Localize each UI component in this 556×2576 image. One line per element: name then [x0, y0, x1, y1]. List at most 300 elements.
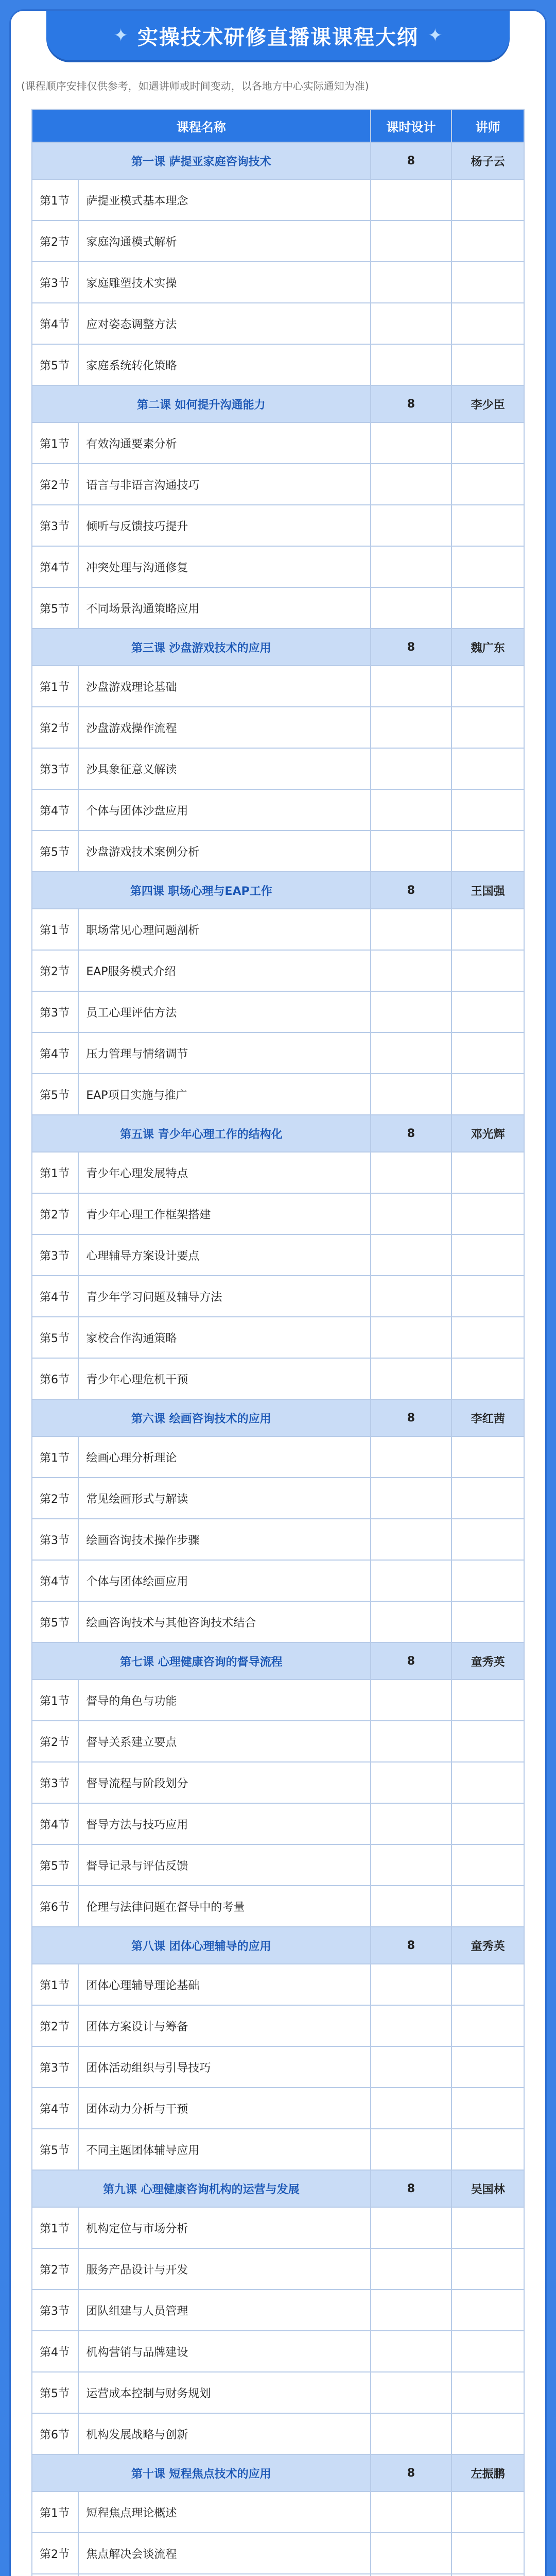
section-row: [32, 1234, 524, 1276]
section-hours-empty: [371, 1964, 452, 2005]
section-row: [32, 2207, 524, 2248]
section-teacher-empty: [451, 909, 524, 950]
schedule-note: (课程顺序安排仅供参考，如遇讲师或时间变动，以各地方中心实际通知为准): [21, 79, 369, 92]
section-hours-empty: [371, 2129, 452, 2170]
section-hours-empty: [371, 1886, 452, 1927]
section-row: [32, 2331, 524, 2372]
section-row: [32, 546, 524, 587]
section-hours-empty: [371, 1193, 452, 1234]
section-hours-empty: [371, 221, 452, 262]
lesson-teacher: 童秀英: [451, 1642, 524, 1680]
section-teacher-empty: [451, 2290, 524, 2331]
section-name: 绘画咨询技术与其他咨询技术结合: [78, 1601, 370, 1642]
section-name: 绘画咨询技术操作步骤: [78, 1519, 370, 1560]
section-teacher-empty: [451, 1193, 524, 1234]
section-hours-empty: [371, 1560, 452, 1601]
table-header-row: [32, 109, 524, 142]
section-row: [32, 221, 524, 262]
section-row: [32, 1762, 524, 1803]
section-teacher-empty: [451, 1803, 524, 1844]
section-row: [32, 1436, 524, 1478]
section-number: 第3节: [32, 262, 78, 303]
lesson-title: 第一课 萨提亚家庭咨询技术: [32, 142, 371, 179]
section-row: [32, 1560, 524, 1601]
section-hours-empty: [371, 1519, 452, 1560]
section-number: 第3节: [32, 2046, 78, 2088]
section-hours-empty: [371, 2413, 452, 2454]
section-number: [32, 2574, 78, 2576]
section-number: 第1节: [32, 666, 78, 707]
title-banner: [46, 11, 510, 60]
section-teacher-empty: [451, 1964, 524, 2005]
section-hours-empty: [371, 1152, 452, 1193]
lesson-title: 第七课 心理健康咨询的督导流程: [32, 1642, 371, 1680]
section-teacher-empty: [451, 1680, 524, 1721]
lesson-hours: 8: [371, 1399, 452, 1436]
section-number: 第4节: [32, 1560, 78, 1601]
section-number: 第1节: [32, 1436, 78, 1478]
lesson-row: [32, 1399, 524, 1436]
section-row: [32, 2005, 524, 2046]
section-teacher-empty: [451, 748, 524, 789]
section-row: [32, 1317, 524, 1358]
section-name: 常见绘画形式与解读: [78, 1478, 370, 1519]
section-number: 第2节: [32, 1478, 78, 1519]
section-row: [32, 505, 524, 546]
section-hours-empty: [371, 1680, 452, 1721]
section-teacher-empty: [451, 179, 524, 221]
lesson-title: 第五课 青少年心理工作的结构化: [32, 1115, 371, 1152]
section-name: 督导关系建立要点: [78, 1721, 370, 1762]
section-row: [32, 2046, 524, 2088]
section-row: [32, 831, 524, 872]
lesson-row: [32, 2170, 524, 2207]
lesson-title: 第二课 如何提升沟通能力: [32, 385, 371, 422]
section-row: [32, 1721, 524, 1762]
section-number: 第2节: [32, 464, 78, 505]
lesson-teacher: 吴国林: [451, 2170, 524, 2207]
section-name: 家校合作沟通策略: [78, 1317, 370, 1358]
section-number: 第1节: [32, 2207, 78, 2248]
section-teacher-empty: [451, 1519, 524, 1560]
section-row: [32, 1074, 524, 1115]
section-number: 第2节: [32, 221, 78, 262]
lesson-teacher: 邓光辉: [451, 1115, 524, 1152]
section-teacher-empty: [451, 2046, 524, 2088]
section-hours-empty: [371, 2372, 452, 2413]
section-name: 绘画心理分析理论: [78, 1436, 370, 1478]
section-row: [32, 1358, 524, 1399]
section-hours-empty: [371, 831, 452, 872]
section-teacher-empty: [451, 2574, 524, 2576]
section-teacher-empty: [451, 789, 524, 831]
section-name: 机构发展战略与创新: [78, 2413, 370, 2454]
section-name: 团体心理辅导理论基础: [78, 1964, 370, 2005]
section-teacher-empty: [451, 2413, 524, 2454]
section-row: [32, 991, 524, 1032]
section-row: [32, 789, 524, 831]
sparkle-icon: ✦: [428, 25, 443, 46]
section-row: [32, 2088, 524, 2129]
section-name: 家庭雕塑技术实操: [78, 262, 370, 303]
section-teacher-empty: [451, 546, 524, 587]
section-name: 应对姿态调整方法: [78, 303, 370, 344]
lesson-teacher: 童秀英: [451, 1927, 524, 1964]
section-number: 第5节: [32, 2372, 78, 2413]
lesson-row: [32, 2454, 524, 2492]
section-hours-empty: [371, 546, 452, 587]
section-teacher-empty: [451, 1032, 524, 1074]
lesson-row: [32, 1927, 524, 1964]
section-name: 沙盘游戏操作流程: [78, 707, 370, 748]
section-name: 机构定位与市场分析: [78, 2207, 370, 2248]
section-name: 运营成本控制与财务规划: [78, 2372, 370, 2413]
section-teacher-empty: [451, 2207, 524, 2248]
section-name: 团队组建与人员管理: [78, 2290, 370, 2331]
section-number: 第1节: [32, 422, 78, 464]
section-number: 第3节: [32, 991, 78, 1032]
section-hours-empty: [371, 179, 452, 221]
section-name: 员工心理评估方法: [78, 991, 370, 1032]
section-row: [32, 2372, 524, 2413]
section-row: [32, 2574, 524, 2576]
section-teacher-empty: [451, 2005, 524, 2046]
section-number: 第3节: [32, 505, 78, 546]
section-name: 有效沟通要素分析: [78, 422, 370, 464]
section-number: 第5节: [32, 1844, 78, 1886]
section-hours-empty: [371, 2207, 452, 2248]
section-name: 团体动力分析与干预: [78, 2088, 370, 2129]
section-hours-empty: [371, 303, 452, 344]
section-hours-empty: [371, 2248, 452, 2290]
section-row: [32, 1886, 524, 1927]
lesson-teacher: 左振鹏: [451, 2454, 524, 2492]
section-name: 不同场景沟通策略应用: [78, 587, 370, 629]
section-number: 第3节: [32, 2290, 78, 2331]
lesson-row: [32, 1115, 524, 1152]
lesson-title: 第十课 短程焦点技术的应用: [32, 2454, 371, 2492]
section-teacher-empty: [451, 2533, 524, 2574]
section-teacher-empty: [451, 1478, 524, 1519]
section-teacher-empty: [451, 262, 524, 303]
section-row: [32, 2248, 524, 2290]
section-row: [32, 909, 524, 950]
section-row: [32, 1478, 524, 1519]
section-name: 青少年心理危机干预: [78, 1358, 370, 1399]
lesson-teacher: 王国强: [451, 872, 524, 909]
lesson-hours: 8: [371, 142, 452, 179]
outline-table-wrapper: [31, 109, 525, 2576]
section-teacher-empty: [451, 1886, 524, 1927]
section-teacher-empty: [451, 1560, 524, 1601]
section-number: 第4节: [32, 1803, 78, 1844]
page-title: 实操技术研修直播课课程大纲: [137, 25, 419, 49]
section-row: [32, 344, 524, 385]
section-name: 团体方案设计与筹备: [78, 2005, 370, 2046]
section-row: [32, 2533, 524, 2574]
section-row: [32, 2492, 524, 2533]
section-name: EAP服务模式介绍: [78, 950, 370, 991]
section-teacher-empty: [451, 1436, 524, 1478]
section-row: [32, 262, 524, 303]
section-row: [32, 1519, 524, 1560]
lesson-teacher: 魏广东: [451, 629, 524, 666]
table-body: [32, 142, 524, 2576]
lesson-hours: 8: [371, 1927, 452, 1964]
section-hours-empty: [371, 707, 452, 748]
section-hours-empty: [371, 1276, 452, 1317]
section-name: 团体活动组织与引导技巧: [78, 2046, 370, 2088]
section-number: 第2节: [32, 2005, 78, 2046]
section-teacher-empty: [451, 505, 524, 546]
section-number: 第5节: [32, 587, 78, 629]
section-name: 家庭系统转化策略: [78, 344, 370, 385]
section-number: 第4节: [32, 1276, 78, 1317]
section-teacher-empty: [451, 1721, 524, 1762]
section-hours-empty: [371, 2492, 452, 2533]
section-hours-empty: [371, 2046, 452, 2088]
section-number: 第1节: [32, 1964, 78, 2005]
section-teacher-empty: [451, 1074, 524, 1115]
lesson-hours: 8: [371, 2454, 452, 2492]
section-number: 第2节: [32, 2533, 78, 2574]
section-teacher-empty: [451, 1317, 524, 1358]
section-number: 第1节: [32, 909, 78, 950]
section-name: 个体与团体沙盘应用: [78, 789, 370, 831]
section-name: 沙盘游戏技术案例分析: [78, 831, 370, 872]
section-number: 第3节: [32, 1762, 78, 1803]
section-name: 焦点解决会谈流程: [78, 2533, 370, 2574]
section-teacher-empty: [451, 587, 524, 629]
section-name: EAP项目实施与推广: [78, 1074, 370, 1115]
lesson-row: [32, 872, 524, 909]
section-number: 第5节: [32, 2129, 78, 2170]
section-name: 督导流程与阶段划分: [78, 1762, 370, 1803]
section-name: 语言与非语言沟通技巧: [78, 464, 370, 505]
section-teacher-empty: [451, 2248, 524, 2290]
lesson-hours: 8: [371, 1642, 452, 1680]
section-hours-empty: [371, 587, 452, 629]
section-name: 冲突处理与沟通修复: [78, 546, 370, 587]
section-teacher-empty: [451, 303, 524, 344]
section-hours-empty: [371, 991, 452, 1032]
section-hours-empty: [371, 909, 452, 950]
section-hours-empty: [371, 2533, 452, 2574]
section-hours-empty: [371, 1358, 452, 1399]
header-hours: 课时设计: [371, 109, 452, 142]
section-teacher-empty: [451, 1234, 524, 1276]
section-name: 个体与团体绘画应用: [78, 1560, 370, 1601]
section-number: 第4节: [32, 546, 78, 587]
lesson-title: 第八课 团体心理辅导的应用: [32, 1927, 371, 1964]
section-name: 短程焦点理论概述: [78, 2492, 370, 2533]
section-row: [32, 179, 524, 221]
section-hours-empty: [371, 1074, 452, 1115]
section-hours-empty: [371, 2574, 452, 2576]
section-teacher-empty: [451, 1358, 524, 1399]
section-hours-empty: [371, 2331, 452, 2372]
section-name: 青少年学习问题及辅导方法: [78, 1276, 370, 1317]
section-name: 沙盘游戏理论基础: [78, 666, 370, 707]
section-name: 机构营销与品牌建设: [78, 2331, 370, 2372]
section-number: 第3节: [32, 1234, 78, 1276]
lesson-title: 第三课 沙盘游戏技术的应用: [32, 629, 371, 666]
section-number: 第5节: [32, 1074, 78, 1115]
section-number: 第6节: [32, 1358, 78, 1399]
section-number: 第5节: [32, 344, 78, 385]
section-name: 倾听与反馈技巧提升: [78, 505, 370, 546]
section-row: [32, 2413, 524, 2454]
section-teacher-empty: [451, 1601, 524, 1642]
section-teacher-empty: [451, 464, 524, 505]
section-number: 第4节: [32, 2331, 78, 2372]
section-row: [32, 1803, 524, 1844]
section-row: [32, 1844, 524, 1886]
section-hours-empty: [371, 1317, 452, 1358]
section-number: 第3节: [32, 1519, 78, 1560]
section-name: 青少年心理工作框架搭建: [78, 1193, 370, 1234]
section-row: [32, 666, 524, 707]
lesson-title: 第四课 职场心理与EAP工作: [32, 872, 371, 909]
sparkle-icon: ✦: [113, 25, 128, 46]
section-row: [32, 464, 524, 505]
section-hours-empty: [371, 1234, 452, 1276]
section-name: 萨提亚模式基本理念: [78, 179, 370, 221]
section-row: [32, 422, 524, 464]
section-number: 第2节: [32, 1721, 78, 1762]
section-number: 第5节: [32, 1317, 78, 1358]
section-name: 青少年心理发展特点: [78, 1152, 370, 1193]
section-name: 督导方法与技巧应用: [78, 1803, 370, 1844]
lesson-teacher: 李红茜: [451, 1399, 524, 1436]
lesson-hours: 8: [371, 872, 452, 909]
section-teacher-empty: [451, 831, 524, 872]
section-hours-empty: [371, 505, 452, 546]
section-hours-empty: [371, 2005, 452, 2046]
section-hours-empty: [371, 344, 452, 385]
section-name: 督导的角色与功能: [78, 1680, 370, 1721]
section-teacher-empty: [451, 221, 524, 262]
section-row: [32, 1032, 524, 1074]
section-row: [32, 2290, 524, 2331]
section-name: [78, 2574, 370, 2576]
section-teacher-empty: [451, 1276, 524, 1317]
section-hours-empty: [371, 422, 452, 464]
lesson-hours: 8: [371, 385, 452, 422]
section-name: 沙具象征意义解读: [78, 748, 370, 789]
section-name: 压力管理与情绪调节: [78, 1032, 370, 1074]
section-number: 第1节: [32, 1680, 78, 1721]
lesson-teacher: 杨子云: [451, 142, 524, 179]
section-row: [32, 303, 524, 344]
section-number: 第2节: [32, 950, 78, 991]
section-teacher-empty: [451, 707, 524, 748]
section-teacher-empty: [451, 2372, 524, 2413]
section-number: 第4节: [32, 1032, 78, 1074]
section-number: 第6节: [32, 1886, 78, 1927]
header-teacher: 讲师: [451, 109, 524, 142]
section-hours-empty: [371, 950, 452, 991]
section-number: 第2节: [32, 707, 78, 748]
section-row: [32, 2129, 524, 2170]
section-hours-empty: [371, 1762, 452, 1803]
section-hours-empty: [371, 789, 452, 831]
section-hours-empty: [371, 1844, 452, 1886]
section-hours-empty: [371, 2088, 452, 2129]
lesson-teacher: 李少臣: [451, 385, 524, 422]
outline-table: [31, 109, 525, 2576]
section-hours-empty: [371, 1721, 452, 1762]
section-number: 第4节: [32, 303, 78, 344]
section-teacher-empty: [451, 2331, 524, 2372]
section-name: 伦理与法律问题在督导中的考量: [78, 1886, 370, 1927]
section-name: 家庭沟通模式解析: [78, 221, 370, 262]
section-number: 第2节: [32, 2248, 78, 2290]
section-hours-empty: [371, 1478, 452, 1519]
section-number: 第2节: [32, 1193, 78, 1234]
lesson-row: [32, 1642, 524, 1680]
lesson-row: [32, 629, 524, 666]
section-number: 第1节: [32, 2492, 78, 2533]
section-row: [32, 1601, 524, 1642]
lesson-row: [32, 142, 524, 179]
section-name: 职场常见心理问题剖析: [78, 909, 370, 950]
section-row: [32, 1964, 524, 2005]
lesson-hours: 8: [371, 2170, 452, 2207]
section-teacher-empty: [451, 1844, 524, 1886]
section-name: 督导记录与评估反馈: [78, 1844, 370, 1886]
section-teacher-empty: [451, 2492, 524, 2533]
section-name: 服务产品设计与开发: [78, 2248, 370, 2290]
section-number: 第6节: [32, 2413, 78, 2454]
section-row: [32, 587, 524, 629]
section-number: 第1节: [32, 1152, 78, 1193]
section-teacher-empty: [451, 344, 524, 385]
section-hours-empty: [371, 1032, 452, 1074]
section-row: [32, 707, 524, 748]
lesson-hours: 8: [371, 1115, 452, 1152]
section-name: 心理辅导方案设计要点: [78, 1234, 370, 1276]
lesson-title: 第六课 绘画咨询技术的应用: [32, 1399, 371, 1436]
section-hours-empty: [371, 262, 452, 303]
header-course-name: 课程名称: [32, 109, 371, 142]
section-hours-empty: [371, 666, 452, 707]
section-hours-empty: [371, 1803, 452, 1844]
section-row: [32, 1276, 524, 1317]
section-hours-empty: [371, 1601, 452, 1642]
section-teacher-empty: [451, 1152, 524, 1193]
section-number: 第3节: [32, 748, 78, 789]
section-number: 第5节: [32, 1601, 78, 1642]
section-teacher-empty: [451, 2088, 524, 2129]
section-row: [32, 1152, 524, 1193]
lesson-hours: 8: [371, 629, 452, 666]
section-number: 第4节: [32, 2088, 78, 2129]
section-teacher-empty: [451, 950, 524, 991]
section-hours-empty: [371, 2290, 452, 2331]
section-number: 第4节: [32, 789, 78, 831]
outline-card: [9, 9, 547, 2576]
section-hours-empty: [371, 464, 452, 505]
section-teacher-empty: [451, 2129, 524, 2170]
lesson-row: [32, 385, 524, 422]
section-row: [32, 1680, 524, 1721]
section-teacher-empty: [451, 422, 524, 464]
section-teacher-empty: [451, 991, 524, 1032]
section-row: [32, 748, 524, 789]
lesson-title: 第九课 心理健康咨询机构的运营与发展: [32, 2170, 371, 2207]
section-row: [32, 1193, 524, 1234]
